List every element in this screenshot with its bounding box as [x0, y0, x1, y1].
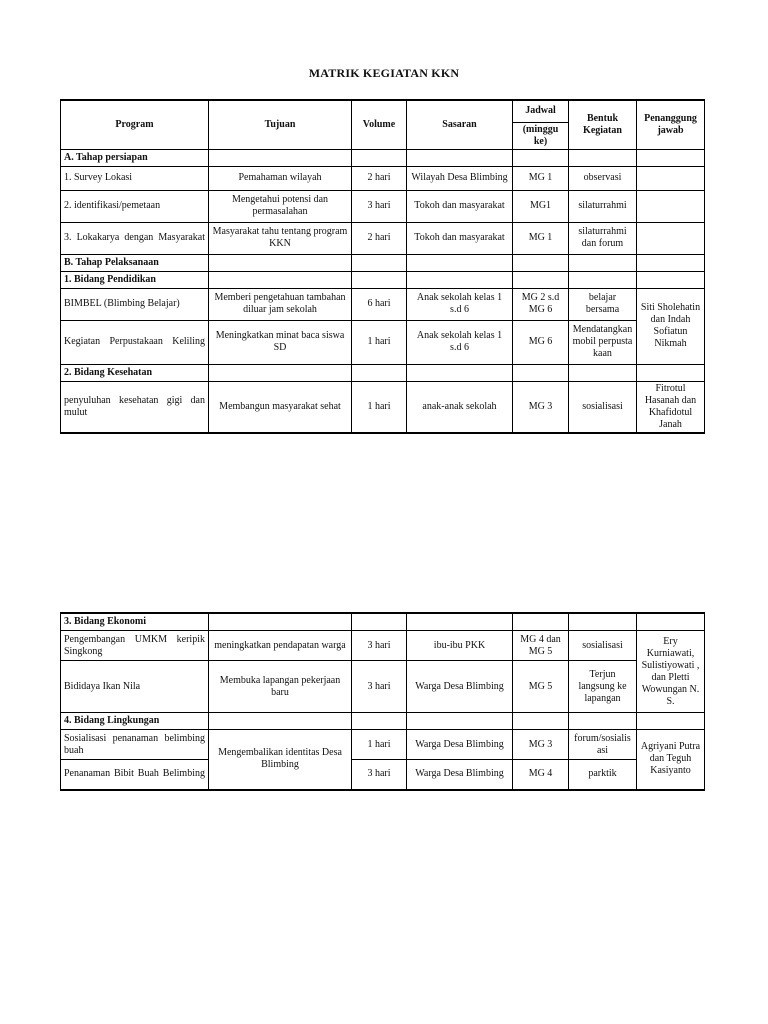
header-penanggung-jawab: Penanggung jawab	[637, 100, 705, 149]
sasaran-cell: Warga Desa Blimbing	[407, 760, 513, 790]
table-row	[61, 730, 705, 760]
jadwal-cell: MG 3	[513, 381, 569, 433]
section-row	[61, 271, 705, 288]
program-cell: Bididaya Ikan Nila	[61, 661, 209, 713]
table-row	[61, 288, 705, 320]
volume-cell: 1 hari	[352, 320, 407, 364]
table-row	[61, 381, 705, 433]
table-row	[61, 631, 705, 661]
section-row	[61, 149, 705, 166]
header-tujuan: Tujuan	[209, 100, 352, 149]
bentuk-cell: Terjun langsung ke lapangan	[569, 661, 637, 713]
sasaran-cell: anak-anak sekolah	[407, 381, 513, 433]
bentuk-cell: parktik	[569, 760, 637, 790]
document-title: MATRIK KEGIATAN KKN	[308, 66, 460, 80]
program-cell: Sosialisasi penanaman belimbing buah	[61, 730, 209, 760]
penanggung-jawab-cell: Agriyani Putra dan Teguh Kasiyanto	[637, 730, 705, 790]
header-row	[61, 100, 705, 122]
tujuan-cell: Membangun masyarakat sehat	[209, 381, 352, 433]
program-cell: 1. Survey Lokasi	[61, 166, 209, 190]
sasaran-cell: Wilayah Desa Blimbing	[407, 166, 513, 190]
program-cell: BIMBEL (Blimbing Belajar)	[61, 288, 209, 320]
sasaran-cell: ibu-ibu PKK	[407, 631, 513, 661]
bentuk-cell: Mendatangkan mobil perpustakaan	[569, 320, 637, 364]
section-tahap-pelaksanaan: B. Tahap Pelaksanaan	[61, 254, 209, 271]
tujuan-cell: Memberi pengetahuan tambahan diluar jam sekolah	[209, 288, 352, 320]
bentuk-cell: observasi	[569, 166, 637, 190]
section-row	[61, 254, 705, 271]
sasaran-cell: Tokoh dan masyarakat	[407, 190, 513, 222]
table-row	[61, 661, 705, 713]
section-bidang-ekonomi: 3. Bidang Ekonomi	[61, 613, 209, 631]
jadwal-cell: MG 1	[513, 222, 569, 254]
volume-cell: 3 hari	[352, 190, 407, 222]
jadwal-cell: MG1	[513, 190, 569, 222]
program-cell: Kegiatan Perpustakaan Keliling	[61, 320, 209, 364]
tujuan-cell: Masyarakat tahu tentang program KKN	[209, 222, 352, 254]
bentuk-cell: belajar bersama	[569, 288, 637, 320]
section-row	[61, 713, 705, 730]
volume-cell: 3 hari	[352, 661, 407, 713]
section-bidang-kesehatan: 2. Bidang Kesehatan	[61, 364, 209, 381]
header-jadwal: Jadwal	[513, 100, 569, 122]
header-jadwal-sub: (minggu ke)	[513, 122, 569, 149]
jadwal-cell: MG 3	[513, 730, 569, 760]
penanggung-jawab-cell: Ery Kurniawati, Sulistiyowati , dan Pletti Wowungan N. S.	[637, 631, 705, 713]
penanggung-jawab-cell: Fitrotul Hasanah dan Khafidotul Janah	[637, 381, 705, 433]
header-bentuk-kegiatan: Bentuk Kegiatan	[569, 100, 637, 149]
header-sasaran: Sasaran	[407, 100, 513, 149]
tujuan-cell: Meningkatkan minat baca siswa SD	[209, 320, 352, 364]
tujuan-cell: Mengembalikan identitas Desa Blimbing	[209, 730, 352, 790]
tujuan-cell: Membuka lapangan pekerjaan baru	[209, 661, 352, 713]
jadwal-cell: MG 2 s.d MG 6	[513, 288, 569, 320]
jadwal-cell: MG 6	[513, 320, 569, 364]
section-bidang-pendidikan: 1. Bidang Pendidikan	[61, 271, 209, 288]
bentuk-cell: forum/sosialisasi	[569, 730, 637, 760]
activity-matrix-table	[60, 99, 705, 434]
program-cell: Pengembangan UMKM keripik Singkong	[61, 631, 209, 661]
volume-cell: 6 hari	[352, 288, 407, 320]
jadwal-cell: MG 4 dan MG 5	[513, 631, 569, 661]
sasaran-cell: Warga Desa Blimbing	[407, 661, 513, 713]
sasaran-cell: Anak sekolah kelas 1 s.d 6	[407, 288, 513, 320]
section-tahap-persiapan: A. Tahap persiapan	[61, 149, 209, 166]
header-volume: Volume	[352, 100, 407, 149]
activity-matrix-table-continued	[60, 612, 705, 791]
volume-cell: 1 hari	[352, 381, 407, 433]
table-row	[61, 760, 705, 790]
jadwal-cell: MG 5	[513, 661, 569, 713]
tujuan-cell: Mengetahui potensi dan permasalahan	[209, 190, 352, 222]
tujuan-cell: meningkatkan pendapatan warga	[209, 631, 352, 661]
program-cell: penyuluhan kesehatan gigi dan mulut	[61, 381, 209, 433]
bentuk-cell: sosialisasi	[569, 381, 637, 433]
bentuk-cell: silaturrahmi dan forum	[569, 222, 637, 254]
jadwal-cell: MG 1	[513, 166, 569, 190]
jadwal-cell: MG 4	[513, 760, 569, 790]
header-program: Program	[61, 100, 209, 149]
section-row	[61, 613, 705, 631]
volume-cell: 2 hari	[352, 166, 407, 190]
table-row	[61, 320, 705, 364]
program-cell: Penanaman Bibit Buah Belimbing	[61, 760, 209, 790]
tujuan-cell: Pemahaman wilayah	[209, 166, 352, 190]
volume-cell: 2 hari	[352, 222, 407, 254]
program-cell: 3. Lokakarya dengan Masyarakat	[61, 222, 209, 254]
sasaran-cell: Warga Desa Blimbing	[407, 730, 513, 760]
volume-cell: 3 hari	[352, 631, 407, 661]
volume-cell: 1 hari	[352, 730, 407, 760]
table-row	[61, 222, 705, 254]
sasaran-cell: Anak sekolah kelas 1 s.d 6	[407, 320, 513, 364]
table-row	[61, 166, 705, 190]
volume-cell: 3 hari	[352, 760, 407, 790]
bentuk-cell: sosialisasi	[569, 631, 637, 661]
table-row	[61, 190, 705, 222]
sasaran-cell: Tokoh dan masyarakat	[407, 222, 513, 254]
bentuk-cell: silaturrahmi	[569, 190, 637, 222]
program-cell: 2. identifikasi/pemetaan	[61, 190, 209, 222]
section-bidang-lingkungan: 4. Bidang Lingkungan	[61, 713, 209, 730]
section-row	[61, 364, 705, 381]
penanggung-jawab-cell: Siti Sholehatin dan Indah Sofiatun Nikmah	[637, 288, 705, 364]
